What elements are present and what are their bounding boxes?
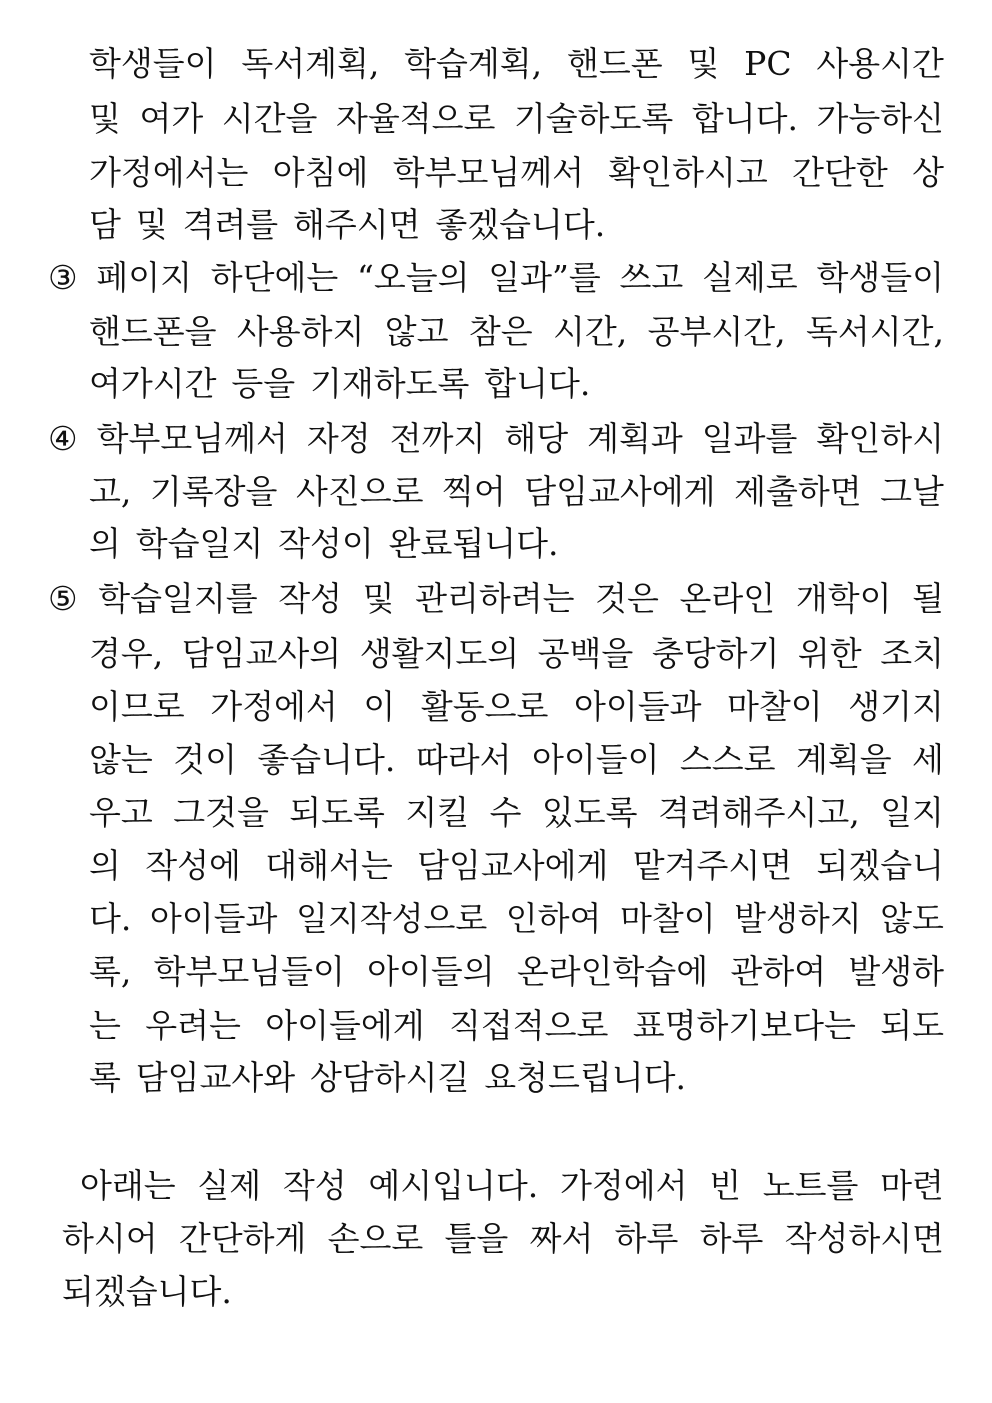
word: 담임교사에게 (417, 846, 609, 885)
text-line (89, 153, 944, 193)
word: 작성 (282, 1166, 347, 1205)
word: 기록장을 (149, 472, 278, 511)
word: 일지작성으로 (295, 899, 488, 938)
word: 않고 (384, 312, 449, 351)
word: 예시입니다. (368, 1166, 539, 1205)
word: 아이들이 (531, 740, 660, 779)
word: 간단하게 (178, 1219, 307, 1258)
word: 마찰이 (619, 899, 716, 938)
word: 기술하도록 (513, 99, 674, 138)
word: 쓰고 (619, 258, 684, 297)
word: 합니다. (484, 364, 591, 403)
word: 사용하지 (236, 312, 365, 351)
word: 빈 (709, 1166, 742, 1205)
word: 조치 (880, 634, 944, 673)
text-line (89, 472, 944, 512)
text-line (89, 740, 944, 780)
word: 학습일지를 (98, 579, 258, 618)
list-item-5 (48, 579, 944, 619)
word: 아래는 (80, 1166, 176, 1205)
word: 합니다. (691, 99, 798, 138)
word: 및 (687, 44, 720, 83)
word: 틀을 (444, 1219, 509, 1258)
word: 않는 (89, 740, 153, 779)
text-line (89, 899, 944, 939)
word: ⑤ (48, 579, 78, 618)
word: 것이 (173, 740, 237, 779)
word: 시간, (553, 312, 628, 351)
word: 따라서 (415, 740, 512, 779)
text-line (89, 1006, 944, 1046)
word: “오늘의 (357, 258, 470, 297)
word: 일지 (880, 793, 944, 832)
text-line (89, 205, 944, 245)
word: 가정에서 (559, 1166, 688, 1205)
word: 일과를 (701, 419, 798, 458)
word: 공백을 (537, 634, 634, 673)
word: 온라인 (679, 579, 776, 618)
word: 수 (489, 793, 522, 832)
word: 및 (362, 579, 395, 618)
word: ④ (48, 419, 78, 458)
text-line (89, 99, 944, 139)
word: 활동으로 (420, 687, 549, 726)
word: 하루 (699, 1219, 764, 1258)
word: 다. (89, 899, 132, 938)
text-line (89, 952, 944, 992)
word: 등을 (231, 364, 296, 403)
word: 자율적으로 (335, 99, 496, 138)
word: 담임교사에게 (524, 472, 716, 511)
word: 격려를 (182, 205, 279, 244)
word: 찍어 (442, 472, 506, 511)
word: 발생하 (848, 952, 944, 991)
word: 아침에 (272, 153, 369, 192)
word: 않도 (880, 899, 944, 938)
word: 공부시간, (647, 312, 786, 351)
text-line (89, 687, 944, 727)
word: 이 (363, 687, 396, 726)
word: 마련 (880, 1166, 944, 1205)
word: 학습계획, (404, 44, 543, 83)
word: 개학이 (795, 579, 892, 618)
word: 전까지 (389, 419, 486, 458)
text-line (89, 44, 944, 84)
word: 가정에서 (210, 687, 338, 726)
word: 그것을 (173, 793, 269, 832)
word: 관하여 (730, 952, 827, 991)
word: 독서시간, (805, 312, 944, 351)
word: 학생들이 (89, 44, 217, 83)
word: 가능하신 (816, 99, 944, 138)
word: 하시어 (62, 1219, 158, 1258)
word: 실제로 (702, 258, 798, 297)
word: 맡겨주시면 (632, 846, 793, 885)
word: 제출하면 (734, 472, 862, 511)
word: 손으로 (327, 1219, 424, 1258)
word: 좋겠습니다. (435, 205, 606, 244)
word: 담임교사와 (135, 1058, 296, 1097)
word: 완료됩니다. (388, 524, 559, 563)
word: 의 (89, 846, 121, 885)
word: 것은 (595, 579, 659, 618)
word: 좋습니다. (257, 740, 396, 779)
text-line (89, 634, 944, 674)
word: 및 (135, 205, 168, 244)
word: 충당하기 (651, 634, 780, 673)
word: 되겠습니 (816, 846, 944, 885)
word: 세 (912, 740, 944, 779)
word: 발생하지 (734, 899, 862, 938)
text-line (62, 1272, 944, 1312)
word: 확인하시고 (608, 153, 768, 192)
word: 여가 (139, 99, 204, 138)
word: 생활지도의 (359, 634, 520, 673)
word: 온라인학습에 (516, 952, 709, 991)
word: 아이들의 (367, 952, 495, 991)
word: 간단한 (792, 153, 888, 192)
word: 마찰이 (727, 687, 823, 726)
word: 아이들에게 (265, 1006, 425, 1045)
word: 시간을 (221, 99, 318, 138)
word: 작성하시면 (784, 1219, 944, 1258)
text-line (89, 312, 944, 352)
word: 사진으로 (295, 472, 424, 511)
word: 작성에 (145, 846, 241, 885)
word: 독서계획, (241, 44, 380, 83)
word: 될 (912, 579, 944, 618)
word: 위한 (797, 634, 862, 673)
word: 확인하시 (816, 419, 944, 458)
text-line (62, 1219, 944, 1259)
word: 인하여 (505, 899, 602, 938)
word: PC (744, 44, 792, 83)
word: 자정 (306, 419, 371, 458)
word: 되겠습니다. (62, 1272, 232, 1311)
word: 학습일지 (135, 524, 264, 563)
word: 기재하도록 (309, 364, 470, 403)
word: 는 (89, 1006, 121, 1045)
word: 아이들과 (149, 899, 278, 938)
word: 그날 (880, 472, 944, 511)
word: 작성 (278, 579, 342, 618)
word: 표명하기보다는 (632, 1006, 856, 1045)
word: ③ (48, 258, 78, 297)
word: 이므로 (89, 687, 185, 726)
text-line (80, 1166, 944, 1206)
word: 담임교사의 (181, 634, 342, 673)
word: 하단에는 (210, 258, 339, 297)
word: 지킬 (405, 793, 470, 832)
word: 작성이 (278, 524, 374, 563)
word: 핸드폰 (566, 44, 663, 83)
word: 여가시간 (89, 364, 217, 403)
word: 되도록 (289, 793, 385, 832)
word: 하루 (614, 1219, 679, 1258)
word: 있도록 (541, 793, 638, 832)
word: 짜서 (529, 1219, 594, 1258)
list-item-3 (48, 258, 944, 298)
word: 가정에서는 (89, 153, 249, 192)
word: 핸드폰을 (89, 312, 217, 351)
word: 의 (89, 524, 121, 563)
word: 일과”를 (488, 258, 601, 297)
text-line (89, 524, 944, 564)
word: 아이들과 (573, 687, 702, 726)
word: 계획을 (795, 740, 892, 779)
word: 격려해주시고, (657, 793, 860, 832)
word: 담 (89, 205, 121, 244)
word: 상 (912, 153, 944, 192)
word: 페이지 (96, 258, 192, 297)
word: 학생들이 (816, 258, 944, 297)
word: 록 (89, 1058, 121, 1097)
word: 해당 (504, 419, 569, 458)
word: 참은 (468, 312, 533, 351)
word: 사용시간 (816, 44, 944, 83)
word: 생기지 (848, 687, 944, 726)
text-line (89, 364, 944, 404)
word: 학부모님들이 (153, 952, 345, 991)
text-line (89, 846, 944, 886)
word: 실제 (197, 1166, 262, 1205)
word: 록, (89, 952, 132, 991)
word: 우려는 (145, 1006, 241, 1045)
word: 관리하려는 (415, 579, 575, 618)
word: 우고 (89, 793, 153, 832)
word: 상담하시길 (309, 1058, 470, 1097)
word: 학부모님께서 (96, 419, 288, 458)
list-item-4 (48, 419, 944, 459)
word: 해주시면 (292, 205, 421, 244)
word: 경우, (89, 634, 164, 673)
text-line (89, 793, 944, 833)
word: 직접적으로 (448, 1006, 609, 1045)
word: 고, (89, 472, 132, 511)
word: 학부모님께서 (392, 153, 584, 192)
text-line (89, 1058, 944, 1098)
word: 노트를 (762, 1166, 859, 1205)
word: 및 (89, 99, 121, 138)
word: 대해서는 (265, 846, 393, 885)
word: 되도 (880, 1006, 944, 1045)
word: 계획과 (587, 419, 683, 458)
word: 스스로 (679, 740, 776, 779)
word: 요청드립니다. (484, 1058, 686, 1097)
